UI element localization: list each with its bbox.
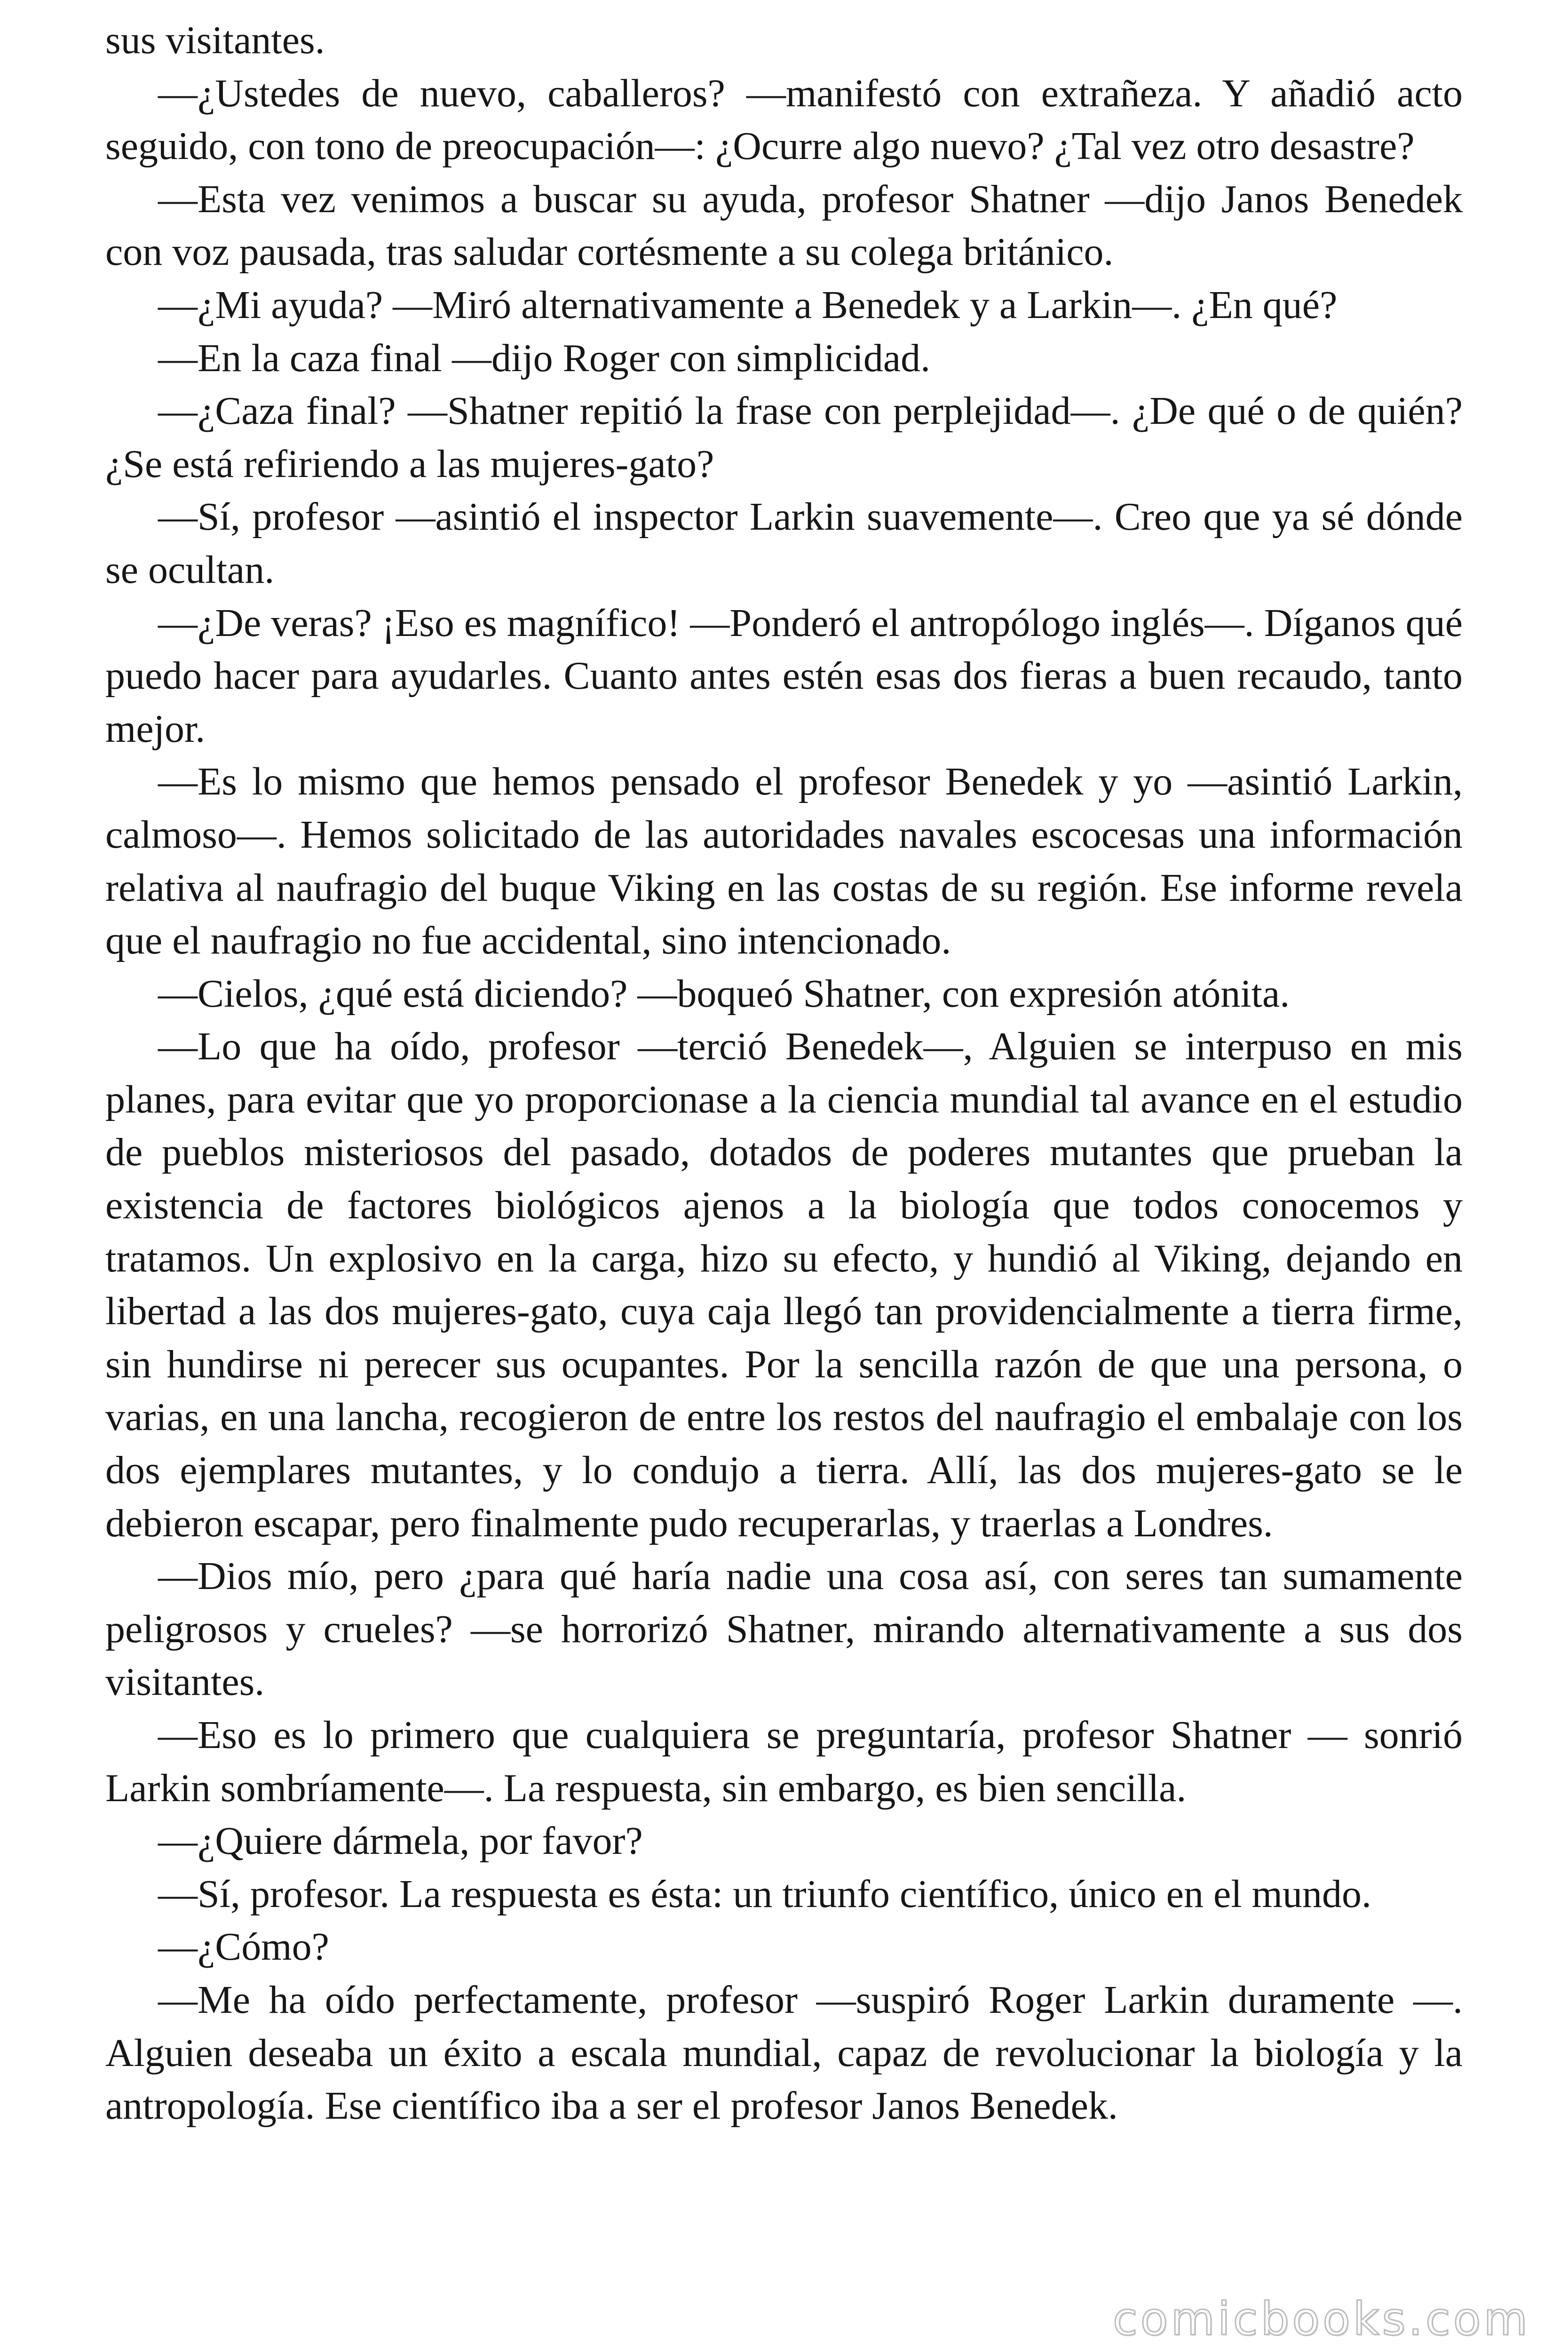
paragraph: —Cielos, ¿qué está diciendo? —boqueó Shatner, con expresión atónita.	[158, 971, 1290, 1016]
book-page-text	[105, 14, 1463, 2133]
paragraph: —Esta vez venimos a buscar su ayuda, profesor Shatner —dijo Janos Benedek con voz pausada, tras saludar cortésmente a su colega británico.	[105, 177, 1463, 274]
paragraph: —Dios mío, pero ¿para qué haría nadie una cosa así, con seres tan sumamente peligrosos y crueles? —se horrorizó Shatner, mirando alternativamente a sus dos visitantes.	[105, 1554, 1463, 1704]
paragraph: —En la caza final —dijo Roger con simplicidad.	[158, 336, 931, 380]
paragraph: —Eso es lo primero que cualquiera se preguntaría, profesor Shatner — sonrió Larkin sombríamente—. La respuesta, sin embargo, es bien sencilla.	[105, 1713, 1463, 1810]
paragraph: —Es lo mismo que hemos pensado el profesor Benedek y yo —asintió Larkin, calmoso—. Hemos solicitado de las autoridades navales escocesas una información relativa al naufragio del buque Viking en las costas de su región. Ese informe revela que el naufragio no fue accidental, sino intencionado.	[105, 760, 1463, 963]
paragraph: —Me ha oído perfectamente, profesor —suspiró Roger Larkin duramente —. Alguien deseaba un éxito a escala mundial, capaz de revolucionar la biología y la antropología. Ese científico iba a ser el profesor Janos Benedek.	[105, 1978, 1463, 2128]
paragraph: —¿Quiere dármela, por favor?	[158, 1819, 643, 1863]
paragraph: —¿Caza final? —Shatner repitió la frase con perplejidad—. ¿De qué o de quién? ¿Se está refiriendo a las mujeres-gato?	[105, 389, 1463, 486]
paragraph: —¿Cómo?	[158, 1925, 329, 1969]
watermark: comicbooks.com	[1112, 2293, 1530, 2345]
paragraph: —Lo que ha oído, profesor —terció Benedek—, Alguien se interpuso en mis planes, para evitar que yo proporcionase a la ciencia mundial tal avance en el estudio de pueblos misteriosos del pasado, dotados de poderes mutantes que prueban la existencia de factores biológicos ajenos a la biología que todos conocemos y tratamos. Un explosivo en la carga, hizo su efecto, y hundió al Viking, dejando en libertad a las dos mujeres-gato, cuya caja llegó tan providencialmente a tierra firme, sin hundirse ni perecer sus ocupantes. Por la sencilla razón de que una persona, o varias, en una lancha, recogieron de entre los restos del naufragio el embalaje con los dos ejemplares mutantes, y lo condujo a tierra. Allí, las dos mujeres-gato se le debieron escapar, pero finalmente pudo recuperarlas, y traerlas a Londres.	[105, 1025, 1463, 1545]
paragraph: —Sí, profesor —asintió el inspector Larkin suavemente—. Creo que ya sé dónde se ocultan.	[105, 495, 1463, 592]
paragraph: —¿Mi ayuda? —Miró alternativamente a Benedek y a Larkin—. ¿En qué?	[158, 283, 1338, 327]
paragraph: —Sí, profesor. La respuesta es ésta: un triunfo científico, único en el mundo.	[158, 1872, 1372, 1916]
paragraph: sus visitantes.	[105, 18, 325, 62]
paragraph: —¿De veras? ¡Eso es magnífico! —Ponderó el antropólogo inglés—. Díganos qué puedo hacer para ayudarles. Cuanto antes estén esas dos fieras a buen recaudo, tanto mejor.	[105, 601, 1463, 751]
paragraph: —¿Ustedes de nuevo, caballeros? —manifestó con extrañeza. Y añadió acto seguido, con tono de preocupación—: ¿Ocurre algo nuevo? ¿Tal vez otro desastre?	[105, 71, 1463, 168]
